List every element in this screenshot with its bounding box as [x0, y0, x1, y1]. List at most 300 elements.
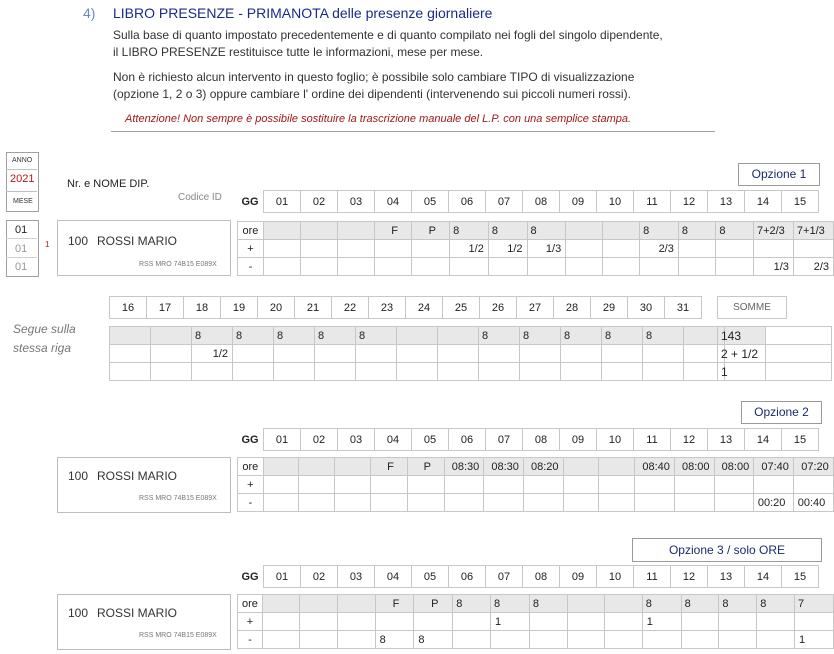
day-cell [262, 595, 300, 613]
month-row-2: 01 [15, 243, 28, 255]
day-cell [794, 476, 834, 494]
day-header: 15 [782, 429, 819, 451]
day-cell: 8 [315, 327, 356, 345]
gg-label: GG [241, 570, 259, 583]
day-cell [567, 631, 605, 649]
day-header: 27 [517, 297, 554, 319]
day-cell [263, 476, 299, 494]
day-cell: 8 [561, 327, 602, 345]
day-cell [374, 240, 412, 258]
day-cell [635, 494, 675, 512]
option-2-label[interactable]: Opzione 2 [741, 401, 822, 424]
day-cell [488, 258, 527, 276]
day-header: 26 [480, 297, 517, 319]
day-cell: 1/3 [527, 240, 566, 258]
day-cell [563, 458, 599, 476]
day-header: 16 [110, 297, 147, 319]
anno-value[interactable]: 2021 [10, 173, 35, 185]
day-header: 13 [708, 566, 745, 588]
day-cell: 8 [414, 631, 453, 649]
codice-id-label: Codice ID [178, 192, 222, 203]
somme-plus: 2 + 1/2 [718, 345, 832, 363]
day-header: 14 [745, 191, 782, 213]
day-cell: F [374, 222, 412, 240]
day-cell [561, 363, 602, 381]
day-header: 10 [597, 429, 634, 451]
employee-number: 100 [68, 469, 89, 483]
day-header: 13 [708, 191, 745, 213]
day-cell [566, 240, 603, 258]
day-cell [566, 258, 603, 276]
employee-number: 100 [68, 606, 89, 620]
month-column [6, 220, 39, 277]
segue-line-2: stessa riga [13, 341, 72, 355]
day-cell [563, 494, 599, 512]
day-cell [337, 258, 374, 276]
day-cell: 8 [719, 595, 757, 613]
day-cell [263, 494, 299, 512]
day-header: 01 [264, 566, 301, 588]
day-cell: 2/3 [640, 240, 679, 258]
day-header: 08 [523, 191, 560, 213]
day-cell [716, 258, 754, 276]
row-label: + [238, 240, 264, 258]
day-cell: 8 [356, 327, 397, 345]
day-header: 04 [375, 429, 412, 451]
day-header: 09 [560, 429, 597, 451]
day-header: 11 [634, 429, 671, 451]
day-cell: 08:00 [714, 458, 754, 476]
day-header: 03 [338, 566, 375, 588]
day-cell [192, 363, 233, 381]
day-header: 07 [486, 191, 523, 213]
mese-label: MESE [13, 198, 33, 205]
day-cell: 8 [192, 327, 233, 345]
day-cell [491, 631, 530, 649]
day-cell: 8 [716, 222, 754, 240]
day-cell [110, 327, 151, 345]
day-cell [757, 613, 795, 631]
option-1-header [237, 190, 819, 213]
day-cell: 1/2 [450, 240, 489, 258]
day-header: 06 [449, 566, 486, 588]
day-cell: 8 [757, 595, 795, 613]
anno-label: ANNO [12, 157, 33, 164]
day-cell [674, 476, 714, 494]
day-cell: 8 [479, 327, 520, 345]
day-cell [263, 240, 300, 258]
day-cell: 8 [453, 595, 491, 613]
year-month-box [6, 152, 39, 212]
day-header: 03 [338, 429, 375, 451]
option-3-grid [237, 594, 834, 649]
day-cell: 8 [375, 631, 414, 649]
day-cell [262, 631, 300, 649]
somme-minus: 1 [718, 363, 832, 381]
day-cell: 8 [681, 595, 719, 613]
day-cell [263, 258, 300, 276]
employee-cf: RSS MRO 74B15 E089X [139, 495, 217, 502]
day-cell [602, 363, 643, 381]
day-cell [374, 258, 412, 276]
row-label: - [238, 258, 264, 276]
day-cell [599, 494, 635, 512]
day-cell: 7 [795, 595, 834, 613]
day-cell [414, 613, 453, 631]
day-header: 01 [264, 429, 301, 451]
month-divider-2 [6, 257, 37, 258]
day-header: 23 [369, 297, 406, 319]
day-cell [438, 363, 479, 381]
employee-name: ROSSI MARIO [97, 469, 178, 483]
day-cell [438, 345, 479, 363]
day-header: 06 [449, 191, 486, 213]
day-cell [602, 345, 643, 363]
gg-label: GG [241, 195, 259, 208]
somme-ore: 143 [718, 327, 832, 345]
day-cell [603, 258, 640, 276]
day-cell [561, 345, 602, 363]
day-cell: 1 [795, 631, 834, 649]
day-cell: 8 [520, 327, 561, 345]
day-cell [397, 327, 438, 345]
anno-divider-top [6, 169, 37, 170]
row-label: ore [238, 595, 263, 613]
option-3-label[interactable]: Opzione 3 / solo ORE [632, 538, 822, 562]
day-cell: 1/2 [488, 240, 527, 258]
day-cell: F [375, 595, 414, 613]
option-3-header [237, 565, 819, 588]
day-cell [110, 363, 151, 381]
day-header: 09 [560, 566, 597, 588]
row-label: ore [238, 458, 264, 476]
gg-label: GG [241, 433, 259, 446]
day-cell [719, 613, 757, 631]
day-cell [567, 613, 605, 631]
day-cell [407, 494, 444, 512]
day-cell [603, 240, 640, 258]
day-cell: 7+1/3 [793, 222, 833, 240]
day-cell [681, 631, 719, 649]
day-cell: 8 [602, 327, 643, 345]
month-row-3: 01 [15, 261, 28, 273]
day-cell [605, 613, 643, 631]
day-cell [605, 631, 643, 649]
day-header: 05 [412, 566, 449, 588]
day-cell: 1/3 [753, 258, 793, 276]
day-cell [453, 631, 491, 649]
day-header: 04 [375, 566, 412, 588]
row-label: + [238, 613, 263, 631]
day-cell [484, 494, 524, 512]
intro-line-3: Non è richiesto alcun intervento in questo foglio; è possibile solo cambiare TIPO di visualizzazione [113, 70, 635, 84]
day-cell [529, 613, 567, 631]
month-value[interactable]: 01 [15, 224, 28, 236]
day-header: 08 [523, 566, 560, 588]
day-header: 24 [406, 297, 443, 319]
day-header: 15 [782, 566, 819, 588]
day-cell: 08:30 [444, 458, 484, 476]
day-header: 08 [523, 429, 560, 451]
nr-nome-label: Nr. e NOME DIP. [67, 178, 150, 190]
day-cell [566, 222, 603, 240]
day-cell [335, 494, 371, 512]
day-header: 22 [332, 297, 369, 319]
day-cell: 08:00 [674, 458, 714, 476]
day-cell [337, 222, 374, 240]
day-cell [371, 494, 408, 512]
day-cell [450, 258, 489, 276]
day-header: 17 [147, 297, 184, 319]
day-cell [412, 258, 450, 276]
day-cell [299, 494, 335, 512]
day-cell: 08:20 [523, 458, 563, 476]
day-header: 07 [486, 566, 523, 588]
day-header: 09 [560, 191, 597, 213]
day-cell [151, 363, 192, 381]
day-cell: 8 [643, 327, 684, 345]
day-cell [397, 345, 438, 363]
day-cell [299, 458, 335, 476]
option-1-header-2 [109, 296, 702, 319]
day-cell [453, 613, 491, 631]
day-cell [338, 631, 376, 649]
day-cell [300, 222, 337, 240]
day-header: 12 [671, 191, 708, 213]
day-cell [233, 363, 274, 381]
day-header: 20 [258, 297, 295, 319]
anno-divider-bottom [6, 191, 37, 192]
day-cell [716, 240, 754, 258]
day-cell [643, 345, 684, 363]
day-header: 05 [412, 191, 449, 213]
day-cell [643, 363, 684, 381]
day-cell [371, 476, 408, 494]
employee-cf: RSS MRO 74B15 E089X [139, 632, 217, 639]
day-header: 06 [449, 429, 486, 451]
day-cell [678, 240, 716, 258]
day-cell: F [371, 458, 408, 476]
day-cell: 2/3 [793, 258, 833, 276]
option-1-grid-2 [109, 326, 766, 381]
day-cell [300, 595, 338, 613]
employee-card-1 [57, 220, 231, 276]
day-cell [397, 363, 438, 381]
day-header: 02 [301, 429, 338, 451]
day-cell: 00:40 [794, 494, 834, 512]
day-header: 04 [375, 191, 412, 213]
day-header: 02 [301, 566, 338, 588]
day-cell [605, 595, 643, 613]
day-cell [520, 345, 561, 363]
day-cell [263, 458, 299, 476]
employee-name: ROSSI MARIO [97, 234, 178, 248]
day-cell [407, 476, 444, 494]
day-cell [338, 595, 376, 613]
day-cell [642, 631, 681, 649]
day-header: 13 [708, 429, 745, 451]
day-cell [274, 345, 315, 363]
day-header: 15 [782, 191, 819, 213]
day-cell [484, 476, 524, 494]
day-header: 11 [634, 566, 671, 588]
day-cell [678, 258, 716, 276]
day-cell: 00:20 [754, 494, 794, 512]
segue-line-1: Segue sulla [13, 322, 76, 336]
day-cell: 8 [640, 222, 679, 240]
somme-label: SOMME [717, 296, 787, 319]
option-2-header [237, 428, 819, 451]
day-cell [444, 494, 484, 512]
section-number: 4) [83, 5, 96, 21]
day-cell: 07:40 [754, 458, 794, 476]
day-cell [479, 345, 520, 363]
day-cell [674, 494, 714, 512]
day-cell: 8 [678, 222, 716, 240]
day-header: 14 [745, 566, 782, 588]
day-cell [754, 476, 794, 494]
day-cell [274, 363, 315, 381]
day-header: 31 [665, 297, 702, 319]
day-cell [438, 327, 479, 345]
employee-card-3 [57, 594, 231, 650]
day-cell [795, 613, 834, 631]
day-cell: 8 [274, 327, 315, 345]
day-cell [335, 476, 371, 494]
day-cell [520, 363, 561, 381]
day-cell [356, 363, 397, 381]
day-header: 03 [338, 191, 375, 213]
day-cell: 08:40 [635, 458, 675, 476]
day-cell: 1 [642, 613, 681, 631]
day-cell [567, 595, 605, 613]
row-label: ore [238, 222, 264, 240]
intro-line-1: Sulla base di quanto impostato precedentemente e di quanto compilato nei fogli del singolo dipendente, [113, 28, 663, 42]
day-cell [640, 258, 679, 276]
day-cell: 1/2 [192, 345, 233, 363]
day-cell [337, 240, 374, 258]
day-cell [444, 476, 484, 494]
day-cell [753, 240, 793, 258]
day-cell [151, 345, 192, 363]
day-cell [523, 494, 563, 512]
day-cell [315, 363, 356, 381]
day-cell [599, 476, 635, 494]
day-cell [412, 240, 450, 258]
day-cell: 7+2/3 [753, 222, 793, 240]
day-header: 02 [301, 191, 338, 213]
day-cell [300, 258, 337, 276]
day-cell [529, 631, 567, 649]
day-cell [375, 613, 414, 631]
day-cell [527, 258, 566, 276]
day-cell: 08:30 [484, 458, 524, 476]
day-cell [603, 222, 640, 240]
day-cell [262, 613, 300, 631]
row-label: - [238, 631, 263, 649]
somme-grid [717, 326, 832, 381]
day-cell [714, 494, 754, 512]
day-cell [300, 631, 338, 649]
day-cell [335, 458, 371, 476]
option-2-grid [237, 457, 834, 512]
day-cell [338, 613, 376, 631]
day-header: 12 [671, 429, 708, 451]
day-header: 18 [184, 297, 221, 319]
day-cell: 8 [488, 222, 527, 240]
day-header: 05 [412, 429, 449, 451]
day-cell [233, 345, 274, 363]
intro-line-4: (opzione 1, 2 o 3) oppure cambiare l' ordine dei dipendenti (intervenendo sui piccoli numeri rossi). [113, 87, 631, 101]
day-cell: 8 [527, 222, 566, 240]
day-header: 10 [597, 566, 634, 588]
day-cell: 8 [529, 595, 567, 613]
day-cell [757, 631, 795, 649]
day-cell: 8 [642, 595, 681, 613]
day-cell [714, 476, 754, 494]
day-cell: 07:20 [794, 458, 834, 476]
employee-number: 100 [68, 234, 89, 248]
day-cell [315, 345, 356, 363]
employee-cf: RSS MRO 74B15 E089X [139, 261, 217, 268]
day-cell: P [414, 595, 453, 613]
day-cell [110, 345, 151, 363]
row-label: - [238, 494, 264, 512]
day-cell [300, 613, 338, 631]
day-header: 14 [745, 429, 782, 451]
day-cell [263, 222, 300, 240]
day-cell [523, 476, 563, 494]
day-cell [563, 476, 599, 494]
option-1-label[interactable]: Opzione 1 [738, 163, 820, 186]
day-cell [299, 476, 335, 494]
day-header: 10 [597, 191, 634, 213]
day-cell: P [407, 458, 444, 476]
row-label: + [238, 476, 264, 494]
intro-line-2: il LIBRO PRESENZE restituisce tutte le informazioni, mese per mese. [113, 45, 484, 59]
day-cell [681, 613, 719, 631]
day-cell: 8 [491, 595, 530, 613]
warning-text: Attenzione! Non sempre è possibile sostituire la trascrizione manuale del L.P. con una semplice stampa. [125, 113, 632, 125]
day-cell [151, 327, 192, 345]
day-cell [356, 345, 397, 363]
day-cell [793, 240, 833, 258]
day-cell: 8 [450, 222, 489, 240]
day-cell: P [412, 222, 450, 240]
day-header: 19 [221, 297, 258, 319]
day-cell [479, 363, 520, 381]
day-header: 12 [671, 566, 708, 588]
day-header: 28 [554, 297, 591, 319]
divider [111, 131, 715, 132]
employee-name: ROSSI MARIO [97, 606, 178, 620]
employee-card-2 [57, 457, 231, 513]
order-number[interactable]: 1 [45, 240, 50, 249]
day-header: 21 [295, 297, 332, 319]
day-header: 11 [634, 191, 671, 213]
day-header: 07 [486, 429, 523, 451]
day-header: 01 [264, 191, 301, 213]
day-cell [719, 631, 757, 649]
day-cell: 1 [491, 613, 530, 631]
page-title: LIBRO PRESENZE - PRIMANOTA delle presenze giornaliere [113, 5, 493, 21]
day-header: 29 [591, 297, 628, 319]
day-cell: 8 [233, 327, 274, 345]
day-cell [599, 458, 635, 476]
day-header: 30 [628, 297, 665, 319]
option-1-grid [237, 221, 834, 276]
day-cell [300, 240, 337, 258]
